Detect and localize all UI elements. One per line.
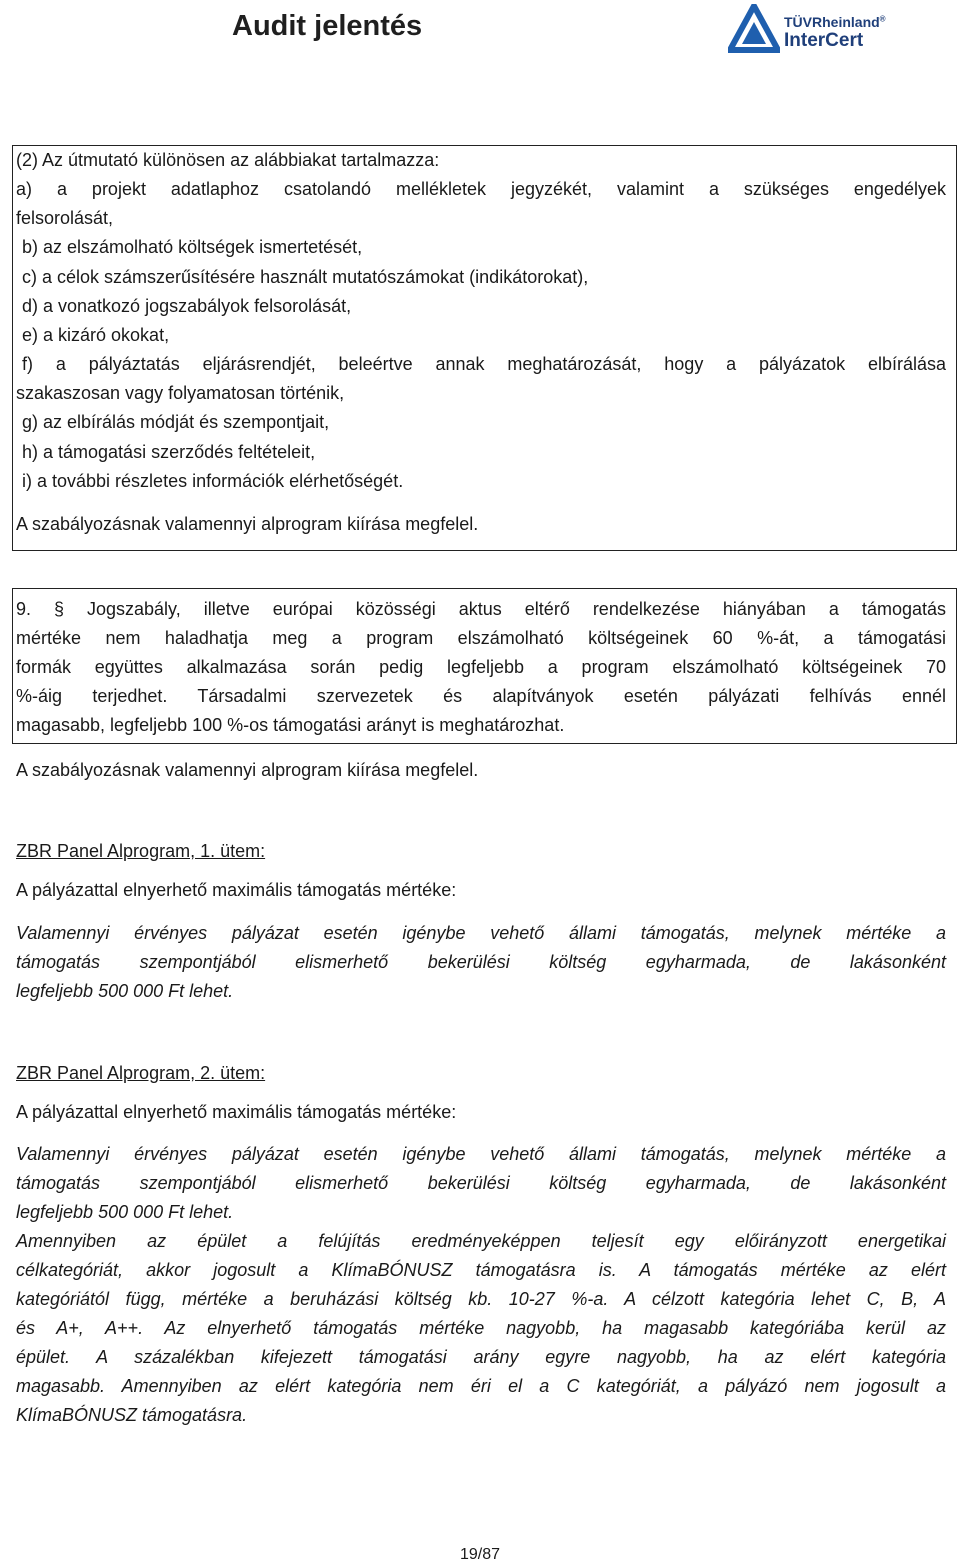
box1-line: felsorolását, <box>16 208 114 228</box>
box2-line: 9. § Jogszabály, illetve európai közösségi aktus eltérő rendelkezése hiányában a támogatás <box>16 599 946 619</box>
box1-line: h) a támogatási szerződés feltételeit, <box>22 442 316 462</box>
box2-line: %-áig terjedhet. Társadalmi szervezetek és alapítványok esetén pályázati felhívás ennél <box>16 686 946 706</box>
box1-line: i) a további részletes információk elérhetőségét. <box>22 471 404 491</box>
section1-line: Valamennyi érvényes pályázat esetén igénybe vehető állami támogatás, melynek mértéke a <box>16 923 946 943</box>
section2-line: legfeljebb 500 000 Ft lehet. <box>16 1202 234 1222</box>
box1-line: f) a pályáztatás eljárásrendjét, beleértve annak meghatározását, hogy a pályázatok elbírálása <box>22 354 946 374</box>
section2-line: KlímaBÓNUSZ támogatásra. <box>16 1405 248 1425</box>
box1-line: szakaszosan vagy folyamatosan történik, <box>16 383 345 403</box>
section1-line: támogatás szempontjából elismerhető bekerülési költség egyharmada, de lakásonként <box>16 952 946 972</box>
section1-heading: ZBR Panel Alprogram, 1. ütem: <box>16 841 266 861</box>
page-title: Audit jelentés <box>232 10 423 42</box>
box1-line: e) a kizáró okokat, <box>22 325 170 345</box>
section2-line: Amennyiben az épület a felújítás eredményeképpen teljesít egy előirányzott energetikai <box>16 1231 946 1251</box>
box2-line: mértéke nem haladhatja meg a program elszámolható költségeinek 60 %-át, a támogatási <box>16 628 946 648</box>
section2-line: magasabb. Amennyiben az elért kategória nem éri el a C kategóriát, a pályázó nem jogosult a <box>16 1376 946 1396</box>
section2-line: és A+, A++. Az elnyerhető támogatás mértéke nagyobb, ha magasabb kategóriába kerül az <box>16 1318 946 1338</box>
section2-line: célkategóriát, akkor jogosult a KlímaBÓNUSZ támogatásra is. A támogatás mértéke az elért <box>16 1260 946 1280</box>
section2-line: Valamennyi érvényes pályázat esetén igénybe vehető állami támogatás, melynek mértéke a <box>16 1144 946 1164</box>
box2-line: magasabb, legfeljebb 100 %-os támogatási arányt is meghatározhat. <box>16 715 565 735</box>
logo-brand-top: TÜVRheinland® <box>784 14 886 30</box>
box1-line: c) a célok számszerűsítésére használt mutatószámokat (indikátorokat), <box>22 267 589 287</box>
box1-line: a) a projekt adatlaphoz csatolandó mellékletek jegyzékét, valamint a szükséges engedélyek <box>16 179 946 199</box>
box1-line: d) a vonatkozó jogszabályok felsorolását, <box>22 296 352 316</box>
section2-line: támogatás szempontjából elismerhető bekerülési költség egyharmada, de lakásonként <box>16 1173 946 1193</box>
triangle-logo-icon <box>728 4 780 54</box>
section2-line: épület. A százalékban kifejezett támogatási arány egyre nagyobb, ha az elért kategória <box>16 1347 946 1367</box>
page-number: 19/87 <box>459 1546 501 1563</box>
box1-line: (2) Az útmutató különösen az alábbiakat tartalmazza: <box>16 150 440 170</box>
section1-line: legfeljebb 500 000 Ft lehet. <box>16 981 234 1001</box>
conclusion-2: A szabályozásnak valamennyi alprogram kiírása megfelel. <box>16 760 479 780</box>
section1-subheading: A pályázattal elnyerhető maximális támogatás mértéke: <box>16 880 457 900</box>
logo-brand-bottom: InterCert <box>784 30 864 51</box>
box1-line: g) az elbírálás módját és szempontjait, <box>22 412 330 432</box>
box1-line: b) az elszámolható költségek ismertetését, <box>22 237 363 257</box>
section2-subheading: A pályázattal elnyerhető maximális támogatás mértéke: <box>16 1102 457 1122</box>
box2-line: formák együttes alkalmazása során pedig legfeljebb a program elszámolható költségeinek 70 <box>16 657 946 677</box>
section2-line: kategóriától függ, mértéke a beruházási költség kb. 10-27 %-a. A célzott kategória lehet C, B, A <box>16 1289 946 1309</box>
box1-conclusion: A szabályozásnak valamennyi alprogram kiírása megfelel. <box>16 514 479 534</box>
tuv-logo <box>728 4 938 54</box>
section2-heading: ZBR Panel Alprogram, 2. ütem: <box>16 1063 266 1083</box>
